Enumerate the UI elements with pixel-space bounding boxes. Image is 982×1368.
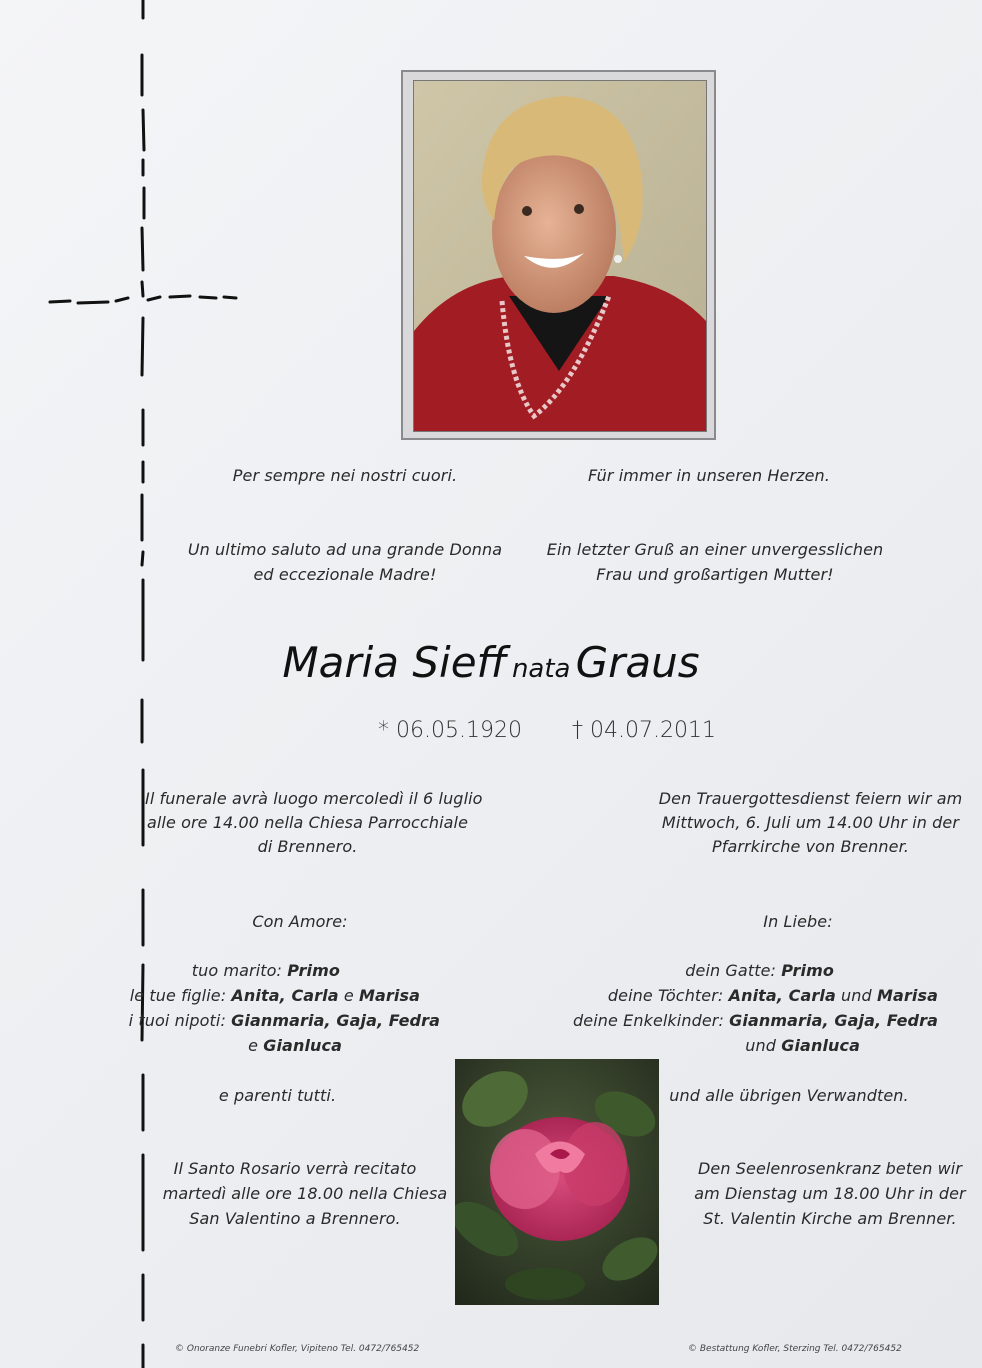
family-de-grandkids: deine Enkelkinder: Gianmaria, Gaja, Fedra (573, 1011, 938, 1030)
rosary-it-line2: martedì alle ore 18.00 nella Chiesa (162, 1184, 448, 1203)
rosary-de-line2: am Dienstag um 18.00 Uhr in der (694, 1184, 966, 1203)
farewell-it-line1: Un ultimo saluto ad una grande Donna (187, 540, 503, 559)
family-de-daughters: deine Töchter: Anita, Carla und Marisa (607, 986, 938, 1005)
greeting-de: Für immer in unseren Herzen. (588, 466, 830, 485)
family-de-husband: dein Gatte: Primo (685, 961, 834, 980)
rose-photo (455, 1059, 659, 1305)
relatives-it: e parenti tutti. (218, 1086, 337, 1105)
deceased-nata: nata (511, 654, 571, 684)
funeral-it-line2: alle ore 14.00 nella Chiesa Parrocchiale (146, 813, 469, 832)
family-it-heading: Con Amore: (252, 912, 348, 931)
farewell-it-line2: ed eccezionale Madre! (253, 565, 437, 584)
birth-date: * 06.05.1920 (378, 718, 522, 743)
family-de-grandkid-last: und Gianluca (745, 1036, 860, 1055)
portrait-frame (401, 70, 716, 440)
rosary-it-line3: San Valentino a Brennero. (189, 1209, 401, 1228)
funeral-it-line1: Il funerale avrà luogo mercoledì il 6 luglio (145, 789, 483, 808)
rosary-de-line3: St. Valentin Kirche am Brenner. (703, 1209, 957, 1228)
funeral-de-line3: Pfarrkirche von Brenner. (711, 837, 909, 856)
footer-right: © Bestattung Kofler, Sterzing Tel. 0472/765452 (688, 1344, 902, 1354)
death-date: † 04.07.2011 (572, 718, 716, 743)
family-it-grandkid-last: e Gianluca (248, 1036, 342, 1055)
family-it-daughters: le tue figlie: Anita, Carla e Marisa (129, 986, 420, 1005)
farewell-de-line1: Ein letzter Gruß an einer unvergesslichen (546, 540, 884, 559)
rosary-de-line1: Den Seelenrosenkranz beten wir (697, 1159, 963, 1178)
greeting-it: Per sempre nei nostri cuori. (232, 466, 458, 485)
funeral-de-line1: Den Trauergottesdienst feiern wir am (658, 789, 963, 808)
cross-bar-icon (48, 292, 238, 306)
rosary-it-line1: Il Santo Rosario verrà recitato (173, 1159, 417, 1178)
family-it-husband: tuo marito: Primo (191, 961, 340, 980)
deceased-maiden-name: Graus (575, 638, 700, 687)
deceased-first-name: Maria Sieff (282, 638, 507, 687)
funeral-it-line3: di Brennero. (257, 837, 358, 856)
portrait-photo (413, 80, 707, 432)
funeral-de-line2: Mittwoch, 6. Juli um 14.00 Uhr in der (661, 813, 960, 832)
farewell-de-line2: Frau und großartigen Mutter! (596, 565, 834, 584)
deceased-name (0, 638, 982, 687)
relatives-de: und alle übrigen Verwandten. (669, 1086, 909, 1105)
footer-left: © Onoranze Funebri Kofler, Vipiteno Tel. 0472/765452 (175, 1344, 420, 1354)
family-de-heading: In Liebe: (763, 912, 833, 931)
family-it-grandkids: i tuoi nipoti: Gianmaria, Gaja, Fedra (128, 1011, 440, 1030)
